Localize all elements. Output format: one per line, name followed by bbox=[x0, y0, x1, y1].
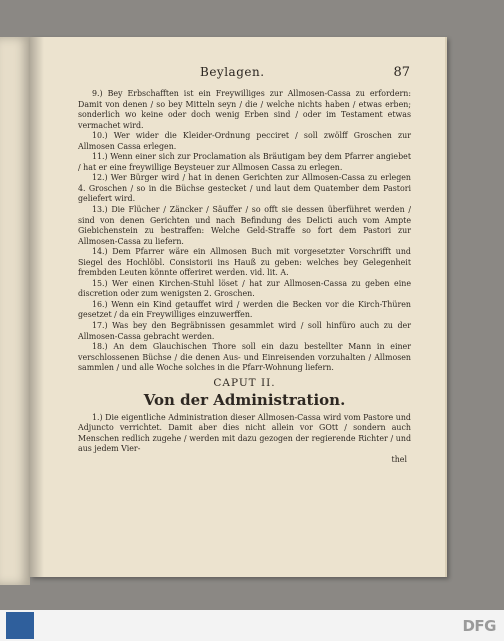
viewer-footer bbox=[0, 610, 504, 641]
chapter-label: CAPUT II. bbox=[213, 376, 276, 389]
paragraph: 18.) An dem Glauchischen Thore soll ein dazu bestellter Mann in einer verschlossenen Büchse / die denen Aus- und Einreisenden vorzuhalten / Allmosen sammlen / und alle Woche solches in die Pfarr-Wohnung liefern. bbox=[78, 342, 411, 373]
page-body bbox=[78, 89, 411, 466]
chapter-title: Von der Administration. bbox=[143, 390, 346, 409]
page-number: 87 bbox=[393, 65, 410, 80]
book-page bbox=[30, 37, 447, 577]
paragraph: 1.) Die eigentliche Administration dieser Allmosen-Cassa wird vom Pastore und Adjuncto verrichtet. Damit aber dies nicht allein vor GOtt / sondern auch Menschen redlich zugehe / werden mit dazu gezogen der regierende Richter / und aus jedem Vier- bbox=[78, 412, 411, 454]
paragraph: 9.) Bey Erbschafften ist ein Freywilliges zur Allmosen-Cassa zu erfordern: Damit von denen / so bey Mitteln seyn / die / welche nichts haben / etwas erben; sonderlich wo keine oder doch wenig Erben sind / oder im Testament etwas vermachet wird. bbox=[78, 89, 411, 130]
paragraph: 16.) Wenn ein Kind getauffet wird / werden die Becken vor die Kirch-Thüren gesetzet / da ein Freywilliges einzuwerffen. bbox=[78, 299, 411, 320]
paragraph: 12.) Wer Bürger wird / hat in denen Gerichten zur Allmosen-Cassa zu erlegen 4. Groschen / so in die Büchse gestecket / und laut dem Quatember dem Pastori geliefert wird. bbox=[78, 173, 411, 204]
paragraph: 11.) Wenn einer sich zur Proclamation als Bräutigam bey dem Pfarrer angiebet / hat er eine freywillige Beysteuer zur Allmosen Cassa zu erlegen. bbox=[78, 152, 411, 172]
page-gutter-shadow bbox=[30, 37, 44, 577]
running-head: Beylagen. bbox=[200, 65, 265, 79]
paragraph: 13.) Die Flücher / Zäncker / Säuffer / so offt sie dessen überführet werden / sind von denen Gerichten und nach Befindung des Delicti auch vom Ampte Giebichenstein zu bestraffen: Welche Geld-Straffe so fort dem Pastori zur Allmosen-Cassa zu liefern. bbox=[78, 205, 411, 246]
paragraph: 17.) Was bey den Begräbnissen gesammlet wird / soll hinfüro auch zu der Allmosen-Cassa gebracht werden. bbox=[78, 321, 411, 341]
institution-logo bbox=[6, 612, 34, 639]
facing-page-edge bbox=[0, 37, 30, 585]
paragraph: 14.) Dem Pfarrer wäre ein Allmosen Buch mit vorgesetzter Vorschrifft und Siegel des Hochlöbl. Consistorii ins Hauß zu geben: welches bey Gelegenheit frembden Leuten könnte offeriret werden. vid. lit. A. bbox=[78, 247, 411, 278]
paragraph: 15.) Wer einen Kirchen-Stuhl löset / hat zur Allmosen-Cassa zu geben eine discretion oder zum wenigsten 2. Groschen. bbox=[78, 278, 411, 299]
paragraph: 10.) Wer wider die Kleider-Ordnung pecciret / soll zwölff Groschen zur Allmosen Cassa erlegen. bbox=[78, 131, 411, 151]
dfg-logo: DFG bbox=[462, 617, 496, 635]
catchword: thel bbox=[391, 454, 407, 464]
page-header bbox=[80, 65, 410, 85]
